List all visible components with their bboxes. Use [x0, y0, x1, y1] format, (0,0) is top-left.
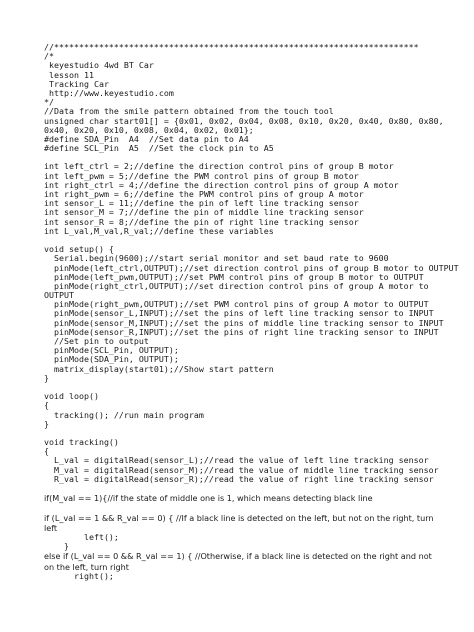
code-line-define-sda: #define SDA_Pin A4 //Set data pin to A4 [44, 133, 249, 144]
code-line-pinmode-sda: pinMode(SDA_Pin, OUTPUT); [44, 354, 179, 365]
code-line-else-right: else if (L_val == 0 && R_val == 1) { //Otherwise, if a black line is detected on the right and not on the left, turn right [44, 551, 432, 572]
code-line-pinmode-sensor-r: pinMode(sensor_R,INPUT);//set the pins of right line tracking sensor to INPUT [44, 326, 439, 337]
code-line-call-left: left(); [44, 531, 119, 542]
code-line-pinmode-left-ctrl: pinMode(left_ctrl,OUTPUT);//set direction control pins of group B motor to OUTPUT [44, 262, 459, 273]
code-line-website: http://www.keyestudio.com [44, 87, 174, 98]
code-line-tracking-call: tracking(); //run main program [44, 409, 204, 420]
code-line-sensor-l: int sensor_L = 11;//define the pin of left line tracking sensor [44, 198, 359, 209]
code-line-setup-close: } [44, 372, 49, 383]
code-line-comment-close: */ [44, 97, 54, 108]
code-line-comment-open: /* [44, 51, 54, 62]
code-line-pinmode-sensor-l: pinMode(sensor_L,INPUT);//set the pins of left line tracking sensor to INPUT [44, 308, 434, 319]
code-line-call-right: right(); [44, 570, 114, 581]
code-line-serial-begin: Serial.begin(9600);//start serial monitor and set baud rate to 9600 [44, 253, 389, 264]
code-line-pinmode-right-ctrl-wrap: OUTPUT [44, 290, 74, 301]
code-line-if-left: if (L_val == 1 && R_val == 0) { //If a black line is detected on the left, but not on the right, turn left [44, 512, 434, 533]
code-line-array-start: unsigned char start01[] = {0x01, 0x02, 0x04, 0x08, 0x10, 0x20, 0x40, 0x80, 0x80, [44, 115, 444, 126]
blank-line [44, 484, 444, 493]
code-line-left-pwm: int left_pwm = 5;//define the PWM control pins of group B motor [44, 170, 359, 181]
code-line-sensor-m: int sensor_M = 7;//define the pin of middle line tracking sensor [44, 207, 364, 218]
code-listing [44, 42, 459, 581]
code-line-pinmode-right-ctrl: pinMode(right_ctrl,OUTPUT);//set direction control pins of group A motor to [44, 280, 429, 291]
blank-line [44, 503, 444, 512]
code-line-pinmode-sensor-m: pinMode(sensor_M,INPUT);//set the pins of middle line tracking sensor to INPUT [44, 317, 444, 328]
code-line-sensor-r: int sensor_R = 8;//define the pin of right line tracking sensor [44, 216, 359, 227]
code-line-loop-signature: void loop() [44, 391, 99, 402]
code-line-separator: //************************************************************************* [44, 42, 419, 52]
code-line-right-pwm: int right_pwm = 6;//define the PWM control pins of group A motor [44, 189, 364, 199]
code-line-read-r: R_val = digitalRead(sensor_R);//read the value of right line tracking sensor [44, 473, 434, 484]
code-line-read-l: L_val = digitalRead(sensor_L);//read the value of left line tracking sensor [44, 455, 429, 466]
code-line-left-ctrl: int left_ctrl = 2;//define the direction control pins of group B motor [44, 161, 394, 172]
code-line-set-pin-comment: //Set pin to output [44, 336, 149, 346]
code-line-pinmode-right-pwm: pinMode(right_pwm,OUTPUT);//set PWM control pins of group A motor to OUTPUT [44, 299, 429, 310]
code-line-define-scl: #define SCL_Pin A5 //Set the clock pin to A5 [44, 143, 274, 154]
code-line-array-end: 0x40, 0x20, 0x10, 0x08, 0x04, 0x02, 0x01}; [44, 124, 254, 135]
code-line-loop-open: { [44, 400, 49, 411]
code-line-project: Tracking Car [44, 78, 109, 89]
code-line-if-mval: if(M_val == 1){//if the state of middle one is 1, which means detecting black line [44, 493, 373, 504]
code-line-right-ctrl: int right_ctrl = 4;//define the direction control pins of group A motor [44, 179, 399, 190]
code-line-data-comment: //Data from the smile pattern obtained from the touch tool [44, 106, 334, 117]
code-line-tracking-open: { [44, 446, 49, 457]
code-line-pinmode-scl: pinMode(SCL_Pin, OUTPUT); [44, 345, 179, 356]
code-line-close-if-left: } [44, 541, 69, 552]
code-line-read-m: M_val = digitalRead(sensor_M);//read the value of middle line tracking sensor [44, 464, 439, 475]
code-line-setup-open: void setup() { [44, 244, 114, 255]
code-line-variables: int L_val,M_val,R_val;//define these variables [44, 225, 274, 236]
code-line-loop-close: } [44, 418, 49, 429]
code-line-matrix-display: matrix_display(start01);//Show start pattern [44, 363, 274, 374]
code-line-product: keyestudio 4wd BT Car [44, 60, 154, 71]
code-line-lesson: lesson 11 [44, 69, 94, 80]
blank-line [44, 383, 444, 392]
code-line-tracking-signature: void tracking() [44, 437, 119, 448]
code-line-pinmode-left-pwm: pinMode(left_pwm,OUTPUT);//set PWM control pins of group B motor to OUTPUT [44, 271, 424, 282]
